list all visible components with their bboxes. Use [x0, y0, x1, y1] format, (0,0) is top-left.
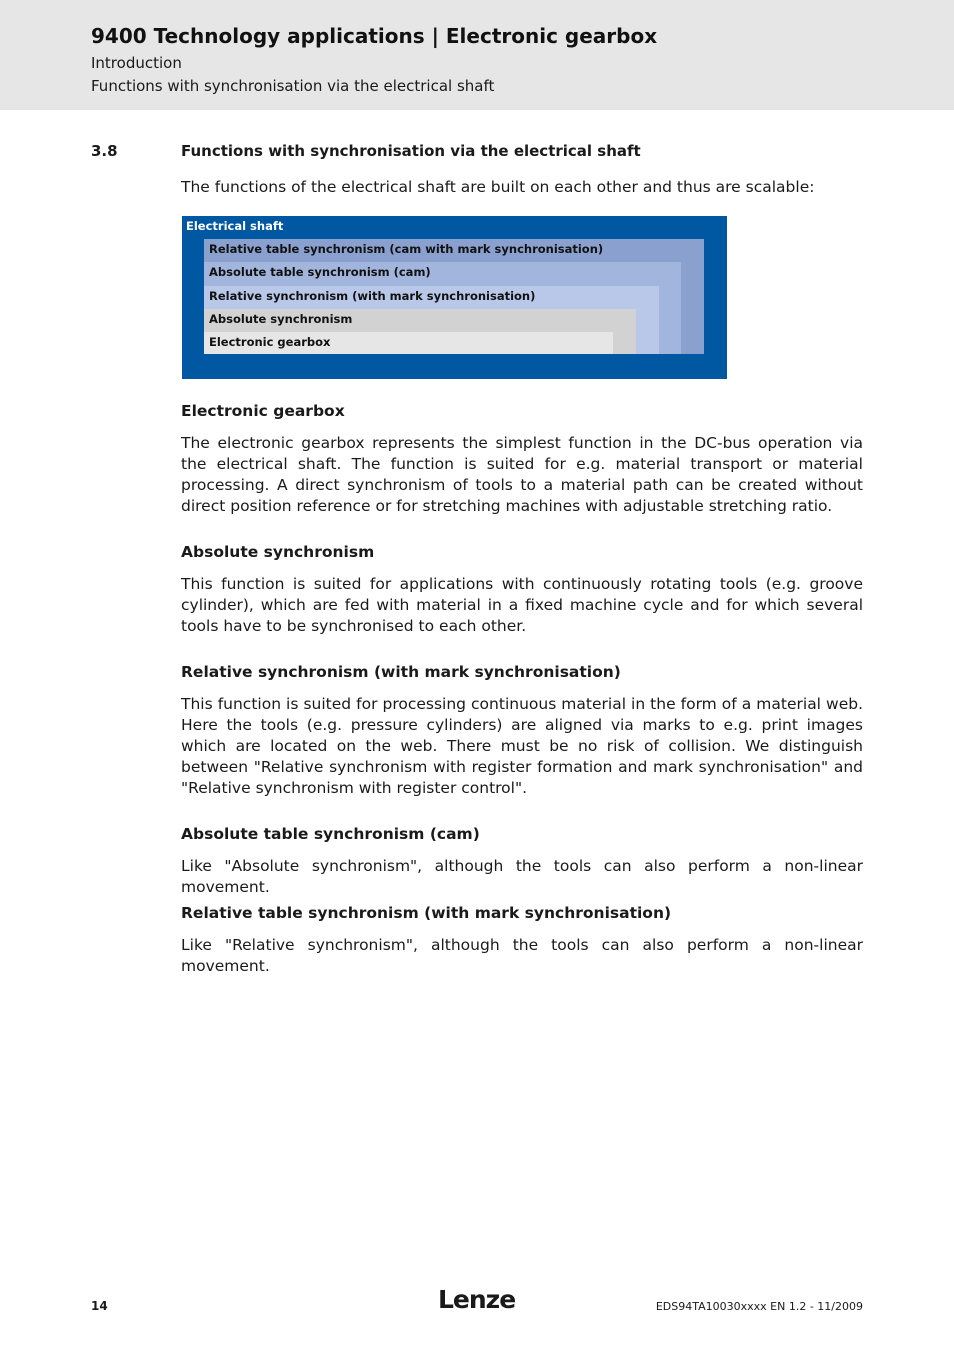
diagram-layer-label: Absolute synchronism — [209, 312, 353, 326]
document-id: EDS94TA10030xxxx EN 1.2 - 11/2009 — [655, 1300, 863, 1313]
diagram-outer-label: Electrical shaft — [186, 219, 284, 233]
subsection-heading-relative-table-synchronism: Relative table synchronism (with mark synchronisation) — [181, 904, 672, 922]
page-number: 14 — [91, 1299, 108, 1313]
page-header — [0, 0, 954, 110]
document-title: 9400 Technology applications | Electronic gearbox — [91, 24, 658, 48]
subsection-text-relative-synchronism: This function is suited for processing continuous material in the form of a material web. Here the tools (e.g. pressure cylinders) are aligned via marks to e.g. print images which are located on the web. There must be no risk of collision. We distinguish between "Relative synchronism with register formation and mark synchronisation" and "Relative synchronism with register control". — [181, 695, 863, 797]
section-title: Functions with synchronisation via the electrical shaft — [181, 142, 641, 160]
subsection-text-absolute-table-synchronism: Like "Absolute synchronism", although the tools can also perform a non-linear movement. — [181, 857, 863, 896]
section-intro: The functions of the electrical shaft are built on each other and thus are scalable: — [181, 178, 815, 196]
subsection-heading-absolute-synchronism: Absolute synchronism — [181, 543, 375, 561]
diagram-layer-label: Electronic gearbox — [209, 335, 331, 349]
subsection-text-relative-table-synchronism: Like "Relative synchronism", although the tools can also perform a non-linear movement. — [181, 936, 863, 975]
electrical-shaft-diagram — [182, 216, 727, 379]
subsection-heading-electronic-gearbox: Electronic gearbox — [181, 402, 345, 420]
subsection-text-electronic-gearbox: The electronic gearbox represents the simplest function in the DC-bus operation via the electrical shaft. The function is suited for e.g. material transport or material processing. A direct synchronism of tools to a material path can be created without direct position reference or for stretching machines with adjustable stretching ratio. — [181, 434, 863, 515]
diagram-layer-label: Absolute table synchronism (cam) — [209, 265, 431, 279]
diagram-layer-electronic-gearbox — [204, 332, 613, 354]
lenze-logo: Lenze — [438, 1285, 516, 1314]
subsection-heading-relative-synchronism: Relative synchronism (with mark synchronisation) — [181, 663, 621, 681]
diagram-layer-label: Relative table synchronism (cam with mark synchronisation) — [209, 242, 604, 256]
subsection-text-absolute-synchronism: This function is suited for applications with continuously rotating tools (e.g. groove cylinder), which are fed with material in a fixed machine cycle and for which several tools have to be synchronised to each other. — [181, 575, 863, 635]
breadcrumb-section: Functions with synchronisation via the electrical shaft — [91, 77, 495, 95]
breadcrumb-chapter: Introduction — [91, 54, 182, 72]
section-number: 3.8 — [91, 142, 118, 160]
diagram-layer-label: Relative synchronism (with mark synchronisation) — [209, 289, 536, 303]
subsection-heading-absolute-table-synchronism: Absolute table synchronism (cam) — [181, 825, 480, 843]
